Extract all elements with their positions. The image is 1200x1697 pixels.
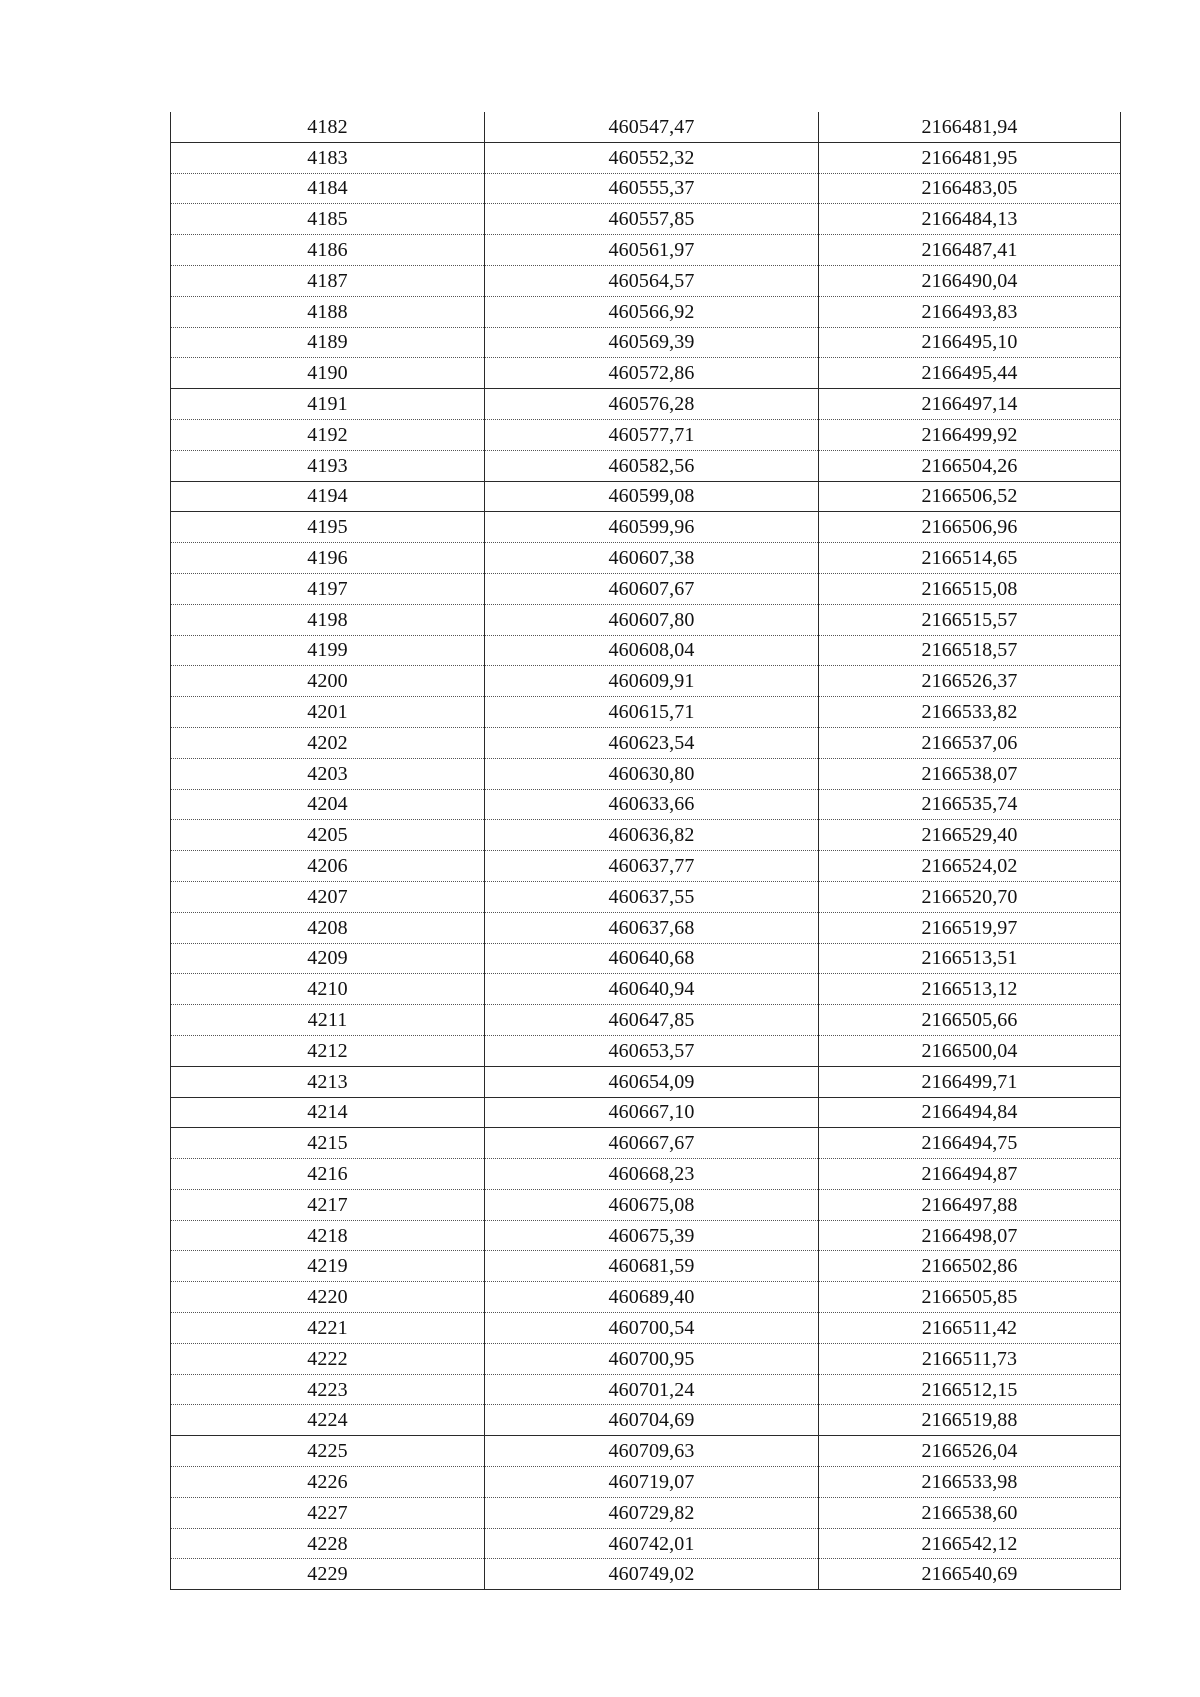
x-coordinate-cell: 460749,02 (485, 1559, 819, 1590)
y-coordinate-cell: 2166498,07 (819, 1220, 1121, 1251)
point-number-cell: 4187 (171, 265, 485, 296)
y-coordinate-cell: 2166499,92 (819, 419, 1121, 450)
point-number-cell: 4219 (171, 1251, 485, 1282)
point-number-cell: 4188 (171, 296, 485, 327)
table-row (171, 881, 1121, 912)
point-number-cell: 4196 (171, 543, 485, 574)
point-number-cell: 4223 (171, 1374, 485, 1405)
x-coordinate-cell: 460615,71 (485, 697, 819, 728)
table-row (171, 204, 1121, 235)
point-number-cell: 4217 (171, 1189, 485, 1220)
y-coordinate-cell: 2166505,85 (819, 1282, 1121, 1313)
point-number-cell: 4185 (171, 204, 485, 235)
x-coordinate-cell: 460623,54 (485, 727, 819, 758)
y-coordinate-cell: 2166481,95 (819, 142, 1121, 173)
table-row (171, 1251, 1121, 1282)
y-coordinate-cell: 2166513,12 (819, 974, 1121, 1005)
y-coordinate-cell: 2166494,87 (819, 1159, 1121, 1190)
point-number-cell: 4224 (171, 1405, 485, 1436)
table-row (171, 1189, 1121, 1220)
point-number-cell: 4215 (171, 1128, 485, 1159)
point-number-cell: 4229 (171, 1559, 485, 1590)
y-coordinate-cell: 2166494,75 (819, 1128, 1121, 1159)
table-row (171, 727, 1121, 758)
x-coordinate-cell: 460564,57 (485, 265, 819, 296)
point-number-cell: 4207 (171, 881, 485, 912)
x-coordinate-cell: 460640,68 (485, 943, 819, 974)
point-number-cell: 4216 (171, 1159, 485, 1190)
y-coordinate-cell: 2166481,94 (819, 112, 1121, 142)
x-coordinate-cell: 460637,68 (485, 912, 819, 943)
x-coordinate-cell: 460701,24 (485, 1374, 819, 1405)
table-row (171, 142, 1121, 173)
x-coordinate-cell: 460675,39 (485, 1220, 819, 1251)
x-coordinate-cell: 460704,69 (485, 1405, 819, 1436)
x-coordinate-cell: 460630,80 (485, 758, 819, 789)
y-coordinate-cell: 2166512,15 (819, 1374, 1121, 1405)
point-number-cell: 4209 (171, 943, 485, 974)
y-coordinate-cell: 2166504,26 (819, 450, 1121, 481)
x-coordinate-cell: 460557,85 (485, 204, 819, 235)
x-coordinate-cell: 460729,82 (485, 1497, 819, 1528)
table-row (171, 235, 1121, 266)
point-number-cell: 4183 (171, 142, 485, 173)
point-number-cell: 4220 (171, 1282, 485, 1313)
y-coordinate-cell: 2166500,04 (819, 1035, 1121, 1066)
x-coordinate-cell: 460640,94 (485, 974, 819, 1005)
y-coordinate-cell: 2166505,66 (819, 1005, 1121, 1036)
point-number-cell: 4225 (171, 1436, 485, 1467)
point-number-cell: 4218 (171, 1220, 485, 1251)
x-coordinate-cell: 460636,82 (485, 820, 819, 851)
table-row (171, 1559, 1121, 1590)
x-coordinate-cell: 460561,97 (485, 235, 819, 266)
y-coordinate-cell: 2166526,04 (819, 1436, 1121, 1467)
y-coordinate-cell: 2166542,12 (819, 1528, 1121, 1559)
table-row (171, 265, 1121, 296)
table-row (171, 1097, 1121, 1128)
y-coordinate-cell: 2166518,57 (819, 635, 1121, 666)
x-coordinate-cell: 460689,40 (485, 1282, 819, 1313)
y-coordinate-cell: 2166529,40 (819, 820, 1121, 851)
table-row (171, 912, 1121, 943)
y-coordinate-cell: 2166487,41 (819, 235, 1121, 266)
table-row (171, 173, 1121, 204)
x-coordinate-cell: 460700,95 (485, 1343, 819, 1374)
y-coordinate-cell: 2166526,37 (819, 666, 1121, 697)
x-coordinate-cell: 460576,28 (485, 389, 819, 420)
x-coordinate-cell: 460675,08 (485, 1189, 819, 1220)
point-number-cell: 4193 (171, 450, 485, 481)
point-number-cell: 4190 (171, 358, 485, 389)
point-number-cell: 4194 (171, 481, 485, 512)
y-coordinate-cell: 2166506,96 (819, 512, 1121, 543)
point-number-cell: 4206 (171, 851, 485, 882)
x-coordinate-cell: 460637,55 (485, 881, 819, 912)
table-row (171, 1282, 1121, 1313)
x-coordinate-cell: 460654,09 (485, 1066, 819, 1097)
y-coordinate-cell: 2166502,86 (819, 1251, 1121, 1282)
y-coordinate-cell: 2166515,08 (819, 573, 1121, 604)
point-number-cell: 4182 (171, 112, 485, 142)
x-coordinate-cell: 460609,91 (485, 666, 819, 697)
table-row (171, 1035, 1121, 1066)
x-coordinate-cell: 460653,57 (485, 1035, 819, 1066)
point-number-cell: 4201 (171, 697, 485, 728)
x-coordinate-cell: 460719,07 (485, 1467, 819, 1498)
coordinates-table (170, 112, 1121, 1590)
x-coordinate-cell: 460566,92 (485, 296, 819, 327)
point-number-cell: 4228 (171, 1528, 485, 1559)
table-row (171, 974, 1121, 1005)
point-number-cell: 4210 (171, 974, 485, 1005)
x-coordinate-cell: 460633,66 (485, 789, 819, 820)
y-coordinate-cell: 2166513,51 (819, 943, 1121, 974)
point-number-cell: 4214 (171, 1097, 485, 1128)
table-row (171, 1374, 1121, 1405)
table-row (171, 1497, 1121, 1528)
point-number-cell: 4227 (171, 1497, 485, 1528)
y-coordinate-cell: 2166519,88 (819, 1405, 1121, 1436)
table-row (171, 758, 1121, 789)
point-number-cell: 4197 (171, 573, 485, 604)
x-coordinate-cell: 460647,85 (485, 1005, 819, 1036)
table-row (171, 1343, 1121, 1374)
y-coordinate-cell: 2166511,73 (819, 1343, 1121, 1374)
table-row (171, 327, 1121, 358)
x-coordinate-cell: 460608,04 (485, 635, 819, 666)
y-coordinate-cell: 2166506,52 (819, 481, 1121, 512)
table-row (171, 112, 1121, 142)
x-coordinate-cell: 460552,32 (485, 142, 819, 173)
y-coordinate-cell: 2166490,04 (819, 265, 1121, 296)
y-coordinate-cell: 2166533,98 (819, 1467, 1121, 1498)
point-number-cell: 4203 (171, 758, 485, 789)
point-number-cell: 4191 (171, 389, 485, 420)
point-number-cell: 4213 (171, 1066, 485, 1097)
x-coordinate-cell: 460607,67 (485, 573, 819, 604)
point-number-cell: 4200 (171, 666, 485, 697)
point-number-cell: 4198 (171, 604, 485, 635)
table-row (171, 666, 1121, 697)
table-row (171, 1220, 1121, 1251)
y-coordinate-cell: 2166484,13 (819, 204, 1121, 235)
table-row (171, 1128, 1121, 1159)
table-row (171, 450, 1121, 481)
y-coordinate-cell: 2166499,71 (819, 1066, 1121, 1097)
point-number-cell: 4212 (171, 1035, 485, 1066)
table-row (171, 296, 1121, 327)
table-row (171, 697, 1121, 728)
point-number-cell: 4199 (171, 635, 485, 666)
x-coordinate-cell: 460667,10 (485, 1097, 819, 1128)
point-number-cell: 4205 (171, 820, 485, 851)
x-coordinate-cell: 460577,71 (485, 419, 819, 450)
x-coordinate-cell: 460607,80 (485, 604, 819, 635)
table-row (171, 851, 1121, 882)
table-row (171, 1005, 1121, 1036)
x-coordinate-cell: 460555,37 (485, 173, 819, 204)
x-coordinate-cell: 460582,56 (485, 450, 819, 481)
table-row (171, 1313, 1121, 1344)
x-coordinate-cell: 460599,08 (485, 481, 819, 512)
y-coordinate-cell: 2166537,06 (819, 727, 1121, 758)
table-row (171, 604, 1121, 635)
x-coordinate-cell: 460637,77 (485, 851, 819, 882)
x-coordinate-cell: 460681,59 (485, 1251, 819, 1282)
y-coordinate-cell: 2166494,84 (819, 1097, 1121, 1128)
point-number-cell: 4226 (171, 1467, 485, 1498)
x-coordinate-cell: 460667,67 (485, 1128, 819, 1159)
x-coordinate-cell: 460572,86 (485, 358, 819, 389)
x-coordinate-cell: 460668,23 (485, 1159, 819, 1190)
y-coordinate-cell: 2166495,10 (819, 327, 1121, 358)
x-coordinate-cell: 460742,01 (485, 1528, 819, 1559)
table-row (171, 1066, 1121, 1097)
point-number-cell: 4195 (171, 512, 485, 543)
y-coordinate-cell: 2166493,83 (819, 296, 1121, 327)
table-row (171, 481, 1121, 512)
y-coordinate-cell: 2166495,44 (819, 358, 1121, 389)
y-coordinate-cell: 2166524,02 (819, 851, 1121, 882)
y-coordinate-cell: 2166519,97 (819, 912, 1121, 943)
table-row (171, 543, 1121, 574)
x-coordinate-cell: 460700,54 (485, 1313, 819, 1344)
point-number-cell: 4208 (171, 912, 485, 943)
table-row (171, 1467, 1121, 1498)
y-coordinate-cell: 2166515,57 (819, 604, 1121, 635)
table-row (171, 419, 1121, 450)
x-coordinate-cell: 460599,96 (485, 512, 819, 543)
table-row (171, 943, 1121, 974)
point-number-cell: 4192 (171, 419, 485, 450)
point-number-cell: 4221 (171, 1313, 485, 1344)
x-coordinate-cell: 460607,38 (485, 543, 819, 574)
x-coordinate-cell: 460547,47 (485, 112, 819, 142)
point-number-cell: 4204 (171, 789, 485, 820)
point-number-cell: 4184 (171, 173, 485, 204)
y-coordinate-cell: 2166497,14 (819, 389, 1121, 420)
x-coordinate-cell: 460709,63 (485, 1436, 819, 1467)
point-number-cell: 4202 (171, 727, 485, 758)
point-number-cell: 4186 (171, 235, 485, 266)
coordinates-table-body (171, 112, 1121, 1590)
table-row (171, 1436, 1121, 1467)
table-row (171, 1159, 1121, 1190)
y-coordinate-cell: 2166535,74 (819, 789, 1121, 820)
y-coordinate-cell: 2166514,65 (819, 543, 1121, 574)
point-number-cell: 4211 (171, 1005, 485, 1036)
table-row (171, 789, 1121, 820)
table-row (171, 358, 1121, 389)
y-coordinate-cell: 2166497,88 (819, 1189, 1121, 1220)
y-coordinate-cell: 2166483,05 (819, 173, 1121, 204)
y-coordinate-cell: 2166520,70 (819, 881, 1121, 912)
point-number-cell: 4189 (171, 327, 485, 358)
table-row (171, 820, 1121, 851)
table-row (171, 1405, 1121, 1436)
y-coordinate-cell: 2166538,07 (819, 758, 1121, 789)
x-coordinate-cell: 460569,39 (485, 327, 819, 358)
table-row (171, 635, 1121, 666)
table-row (171, 1528, 1121, 1559)
y-coordinate-cell: 2166540,69 (819, 1559, 1121, 1590)
y-coordinate-cell: 2166511,42 (819, 1313, 1121, 1344)
point-number-cell: 4222 (171, 1343, 485, 1374)
y-coordinate-cell: 2166533,82 (819, 697, 1121, 728)
y-coordinate-cell: 2166538,60 (819, 1497, 1121, 1528)
table-row (171, 573, 1121, 604)
table-row (171, 512, 1121, 543)
table-row (171, 389, 1121, 420)
